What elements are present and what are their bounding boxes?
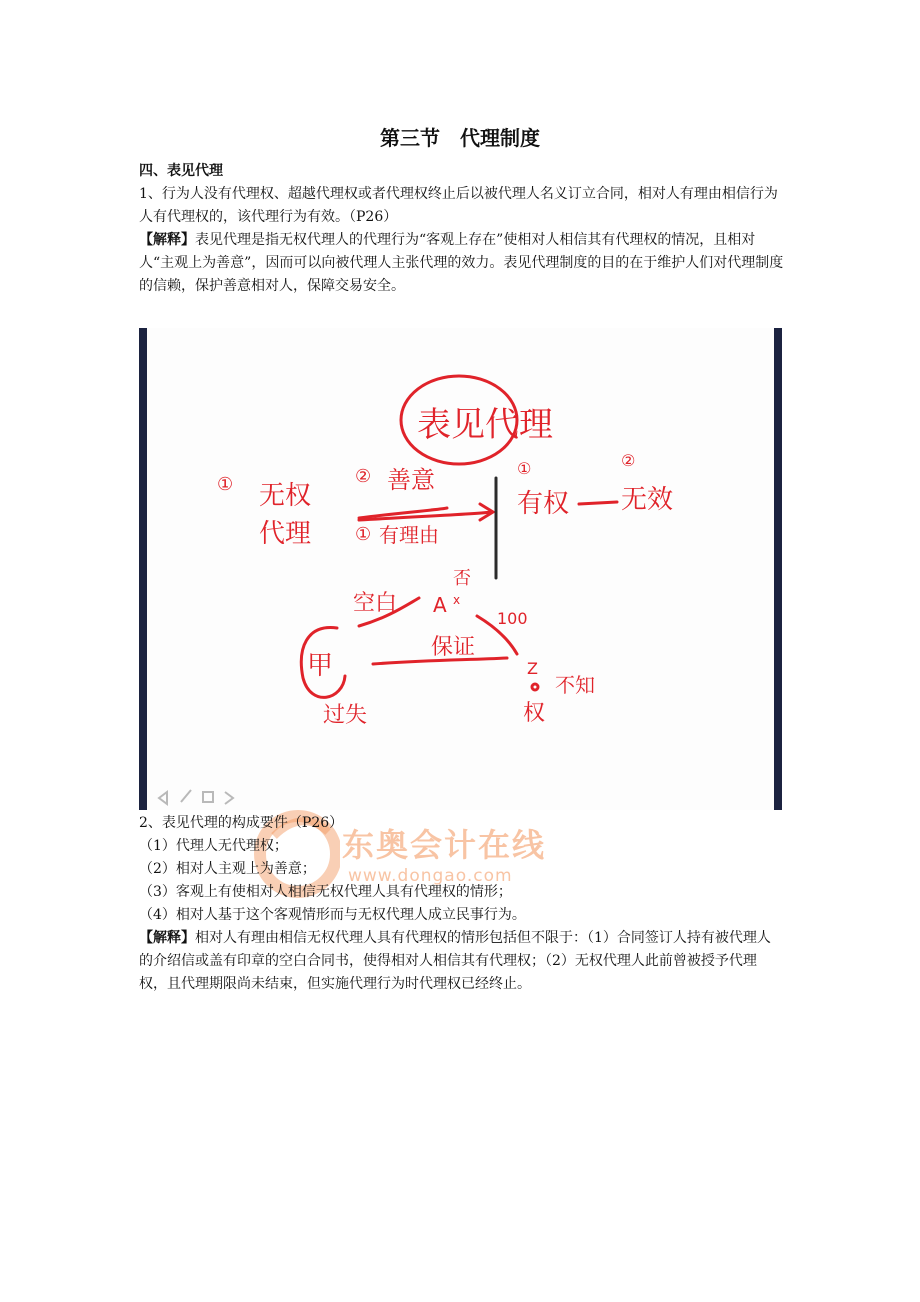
wb-hundred: 100 [497,609,528,628]
wb-right-right: 无效 [621,485,674,515]
z-dot [532,684,538,690]
wb-right-bottom: 权 [523,701,546,726]
wb-z-label: Z [527,659,538,678]
pen-icon [181,790,191,802]
requirement-item-4: （4）相对人基于这个客观情形而与无权代理人成立民事行为。 [139,907,526,923]
next-icon [225,792,233,804]
paragraph-3: 2、表见代理的构成要件（P26） [139,815,344,831]
section-heading: 四、表见代理 [139,163,223,179]
wb-title: 表见代理 [417,405,553,445]
paragraph-4 [139,927,784,996]
wb-jia: 甲 [307,651,334,681]
erase-icon [203,792,213,802]
paragraph-1: 1、行为人没有代理权、超越代理权或者代理权终止后以被代理人名义订立合同，相对人有理由相信行为人有代理权的，该代理行为有效。（P26） [139,186,778,225]
watermark-url: www.dongao.com [348,866,513,886]
wb-mid-num1: ① [355,524,372,545]
wb-mid-bottom: 有理由 [379,523,439,547]
whiteboard-drawing [147,328,774,810]
wb-right-num2: ② [621,451,636,470]
requirement-item-2: （2）相对人主观上为善意； [139,861,316,877]
wb-x-mark: x [453,593,461,607]
paragraph-2 [139,229,784,298]
wb-top-char: 否 [453,568,471,589]
wb-blank: 空白 [353,591,398,616]
watermark-text: 东奥会计在线 [342,826,547,864]
wb-left-bottom: 代理 [259,519,312,549]
wb-right-num1: ① [517,459,532,478]
wb-mid-num2: ② [355,466,372,487]
requirements-section [139,812,784,996]
player-controls [159,790,233,804]
intro-section [139,160,784,298]
wb-fault: 过失 [323,703,368,728]
whiteboard-photo [139,328,782,810]
explain-label-2: 【解释】 [139,930,195,946]
wb-left-top: 无权 [259,481,312,511]
dash-line [579,502,617,504]
explain-text-2: 相对人有理由相信无权代理人具有代理权的情形包括但不限于：（1）合同签订人持有被代理人的介绍信或盖有印章的空白合同书，使得相对人相信其有代理权；（2）无权代理人此前曾被授予代理权，且代理期限尚未结束，但实施代理行为时代理权已经终止。 [139,930,771,992]
explain-text: 表见代理是指无权代理人的代理行为“客观上存在”使相对人相信其有代理权的情况，且相对人“主观上为善意”，因而可以向被代理人主张代理的效力。表见代理制度的目的在于维护人们对代理制度的信赖，保护善意相对人，保障交易安全。 [139,232,784,294]
prev-icon [159,792,167,804]
wb-right-left: 有权 [517,489,570,519]
requirement-item-1: （1）代理人无代理权； [139,838,288,854]
wb-mid-top: 善意 [387,466,435,494]
wb-unknown: 不知 [555,673,595,697]
requirement-item-3: （3）客观上有使相对人相信无权代理人具有代理权的情形； [139,884,512,900]
wb-guarantee: 保证 [431,635,476,660]
explain-label: 【解释】 [139,232,195,248]
page-title: 第三节 代理制度 [380,126,540,150]
wb-a-label: A [433,593,447,617]
wb-left-num: ① [217,474,234,495]
